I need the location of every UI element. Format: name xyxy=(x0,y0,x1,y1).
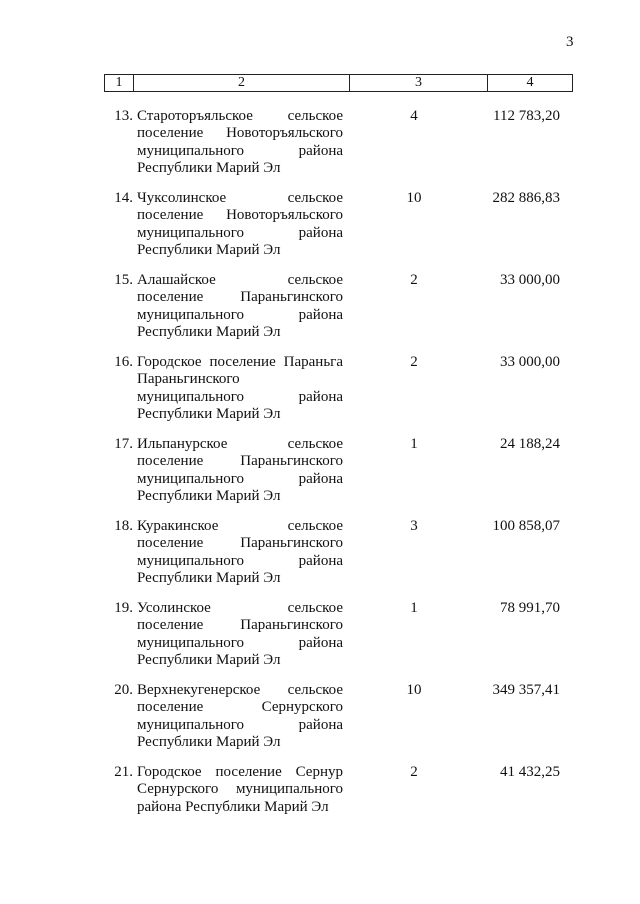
settlement-name-line: Республики Марий Эл xyxy=(137,569,281,586)
row-count: 2 xyxy=(410,764,418,780)
settlement-name-line: Республики Марий Эл xyxy=(137,405,281,422)
row-number: 19. xyxy=(114,600,133,616)
page-number: 3 xyxy=(566,34,574,50)
settlement-name-line: поселение Новоторъяльского xyxy=(137,207,343,224)
settlement-name-line: муниципального района xyxy=(137,716,343,733)
table-row xyxy=(104,764,574,846)
settlement-name xyxy=(137,272,343,341)
settlement-name xyxy=(137,682,343,751)
settlement-name-line: Верхнекугенерское сельское xyxy=(137,682,343,698)
row-amount: 33 000,00 xyxy=(500,272,560,288)
settlement-name xyxy=(137,108,343,177)
header-col-4: 4 xyxy=(487,75,572,91)
row-number: 20. xyxy=(114,682,133,698)
settlement-name-line: Староторъяльское сельское xyxy=(137,108,343,124)
settlement-name-line: Республики Марий Эл xyxy=(137,651,281,668)
settlement-name-line: Городское поселение Параньга xyxy=(137,354,343,370)
row-amount: 349 357,41 xyxy=(492,682,560,698)
row-number: 16. xyxy=(114,354,133,370)
table-body xyxy=(104,108,574,846)
row-number: 15. xyxy=(114,272,133,288)
settlement-name-line: муниципального района xyxy=(137,306,343,323)
header-col-1: 1 xyxy=(115,75,123,90)
settlement-name-line: Республики Марий Эл xyxy=(137,733,281,750)
settlement-name-line: муниципального района xyxy=(137,388,343,405)
settlement-name-line: Ильпанурское сельское xyxy=(137,436,343,452)
settlement-name-line: муниципального района xyxy=(137,552,343,569)
row-count: 4 xyxy=(410,108,418,124)
settlement-name-line: поселение Новоторъяльского xyxy=(137,125,343,142)
row-amount: 41 432,25 xyxy=(500,764,560,780)
settlement-name-line: муниципального района xyxy=(137,634,343,651)
header-col-2: 2 xyxy=(133,75,349,91)
row-number: 21. xyxy=(114,764,133,780)
row-amount: 100 858,07 xyxy=(492,518,560,534)
row-number: 18. xyxy=(114,518,133,534)
settlement-name-line: Городское поселение Сернур xyxy=(137,764,343,780)
settlement-name-line: Чуксолинское сельское xyxy=(137,190,343,206)
settlement-name-line: района Республики Марий Эл xyxy=(137,798,329,815)
row-count: 2 xyxy=(410,272,418,288)
row-count: 3 xyxy=(410,518,418,534)
row-amount: 33 000,00 xyxy=(500,354,560,370)
row-amount: 282 886,83 xyxy=(492,190,560,206)
settlement-name-line: поселение Сернурского xyxy=(137,699,343,716)
settlement-name-line: муниципального района xyxy=(137,142,343,159)
table-row xyxy=(104,108,574,190)
table-row xyxy=(104,190,574,272)
settlement-name-line: Сернурского муниципального xyxy=(137,781,343,798)
table-header-row xyxy=(104,74,573,92)
settlement-name xyxy=(137,518,343,587)
row-count: 10 xyxy=(406,682,422,698)
table-row xyxy=(104,682,574,764)
settlement-name-line: Республики Марий Эл xyxy=(137,323,281,340)
row-count: 10 xyxy=(406,190,422,206)
table-row xyxy=(104,518,574,600)
settlement-name xyxy=(137,354,343,423)
table-row xyxy=(104,272,574,354)
settlement-name-line: Параньгинского xyxy=(137,371,240,388)
table-row xyxy=(104,436,574,518)
header-col-3: 3 xyxy=(349,75,487,91)
settlement-name-line: поселение Параньгинского xyxy=(137,453,343,470)
row-number: 17. xyxy=(114,436,133,452)
row-number: 14. xyxy=(114,190,133,206)
table-row xyxy=(104,354,574,436)
settlement-name xyxy=(137,190,343,259)
settlement-name-line: муниципального района xyxy=(137,470,343,487)
row-number: 13. xyxy=(114,108,133,124)
row-count: 1 xyxy=(410,600,418,616)
settlement-name-line: Республики Марий Эл xyxy=(137,487,281,504)
settlement-name xyxy=(137,436,343,505)
row-count: 2 xyxy=(410,354,418,370)
settlement-name-line: поселение Параньгинского xyxy=(137,535,343,552)
settlement-name-line: Усолинское сельское xyxy=(137,600,343,616)
settlement-name-line: Республики Марий Эл xyxy=(137,159,281,176)
settlement-name-line: поселение Параньгинского xyxy=(137,617,343,634)
settlement-name-line: поселение Параньгинского xyxy=(137,289,343,306)
settlement-name xyxy=(137,764,343,816)
table-row xyxy=(104,600,574,682)
settlement-name-line: Куракинское сельское xyxy=(137,518,343,534)
row-count: 1 xyxy=(410,436,418,452)
row-amount: 112 783,20 xyxy=(493,108,560,124)
settlement-name xyxy=(137,600,343,669)
settlement-name-line: Республики Марий Эл xyxy=(137,241,281,258)
row-amount: 24 188,24 xyxy=(500,436,560,452)
row-amount: 78 991,70 xyxy=(500,600,560,616)
settlement-name-line: Алашайское сельское xyxy=(137,272,343,288)
settlement-name-line: муниципального района xyxy=(137,224,343,241)
